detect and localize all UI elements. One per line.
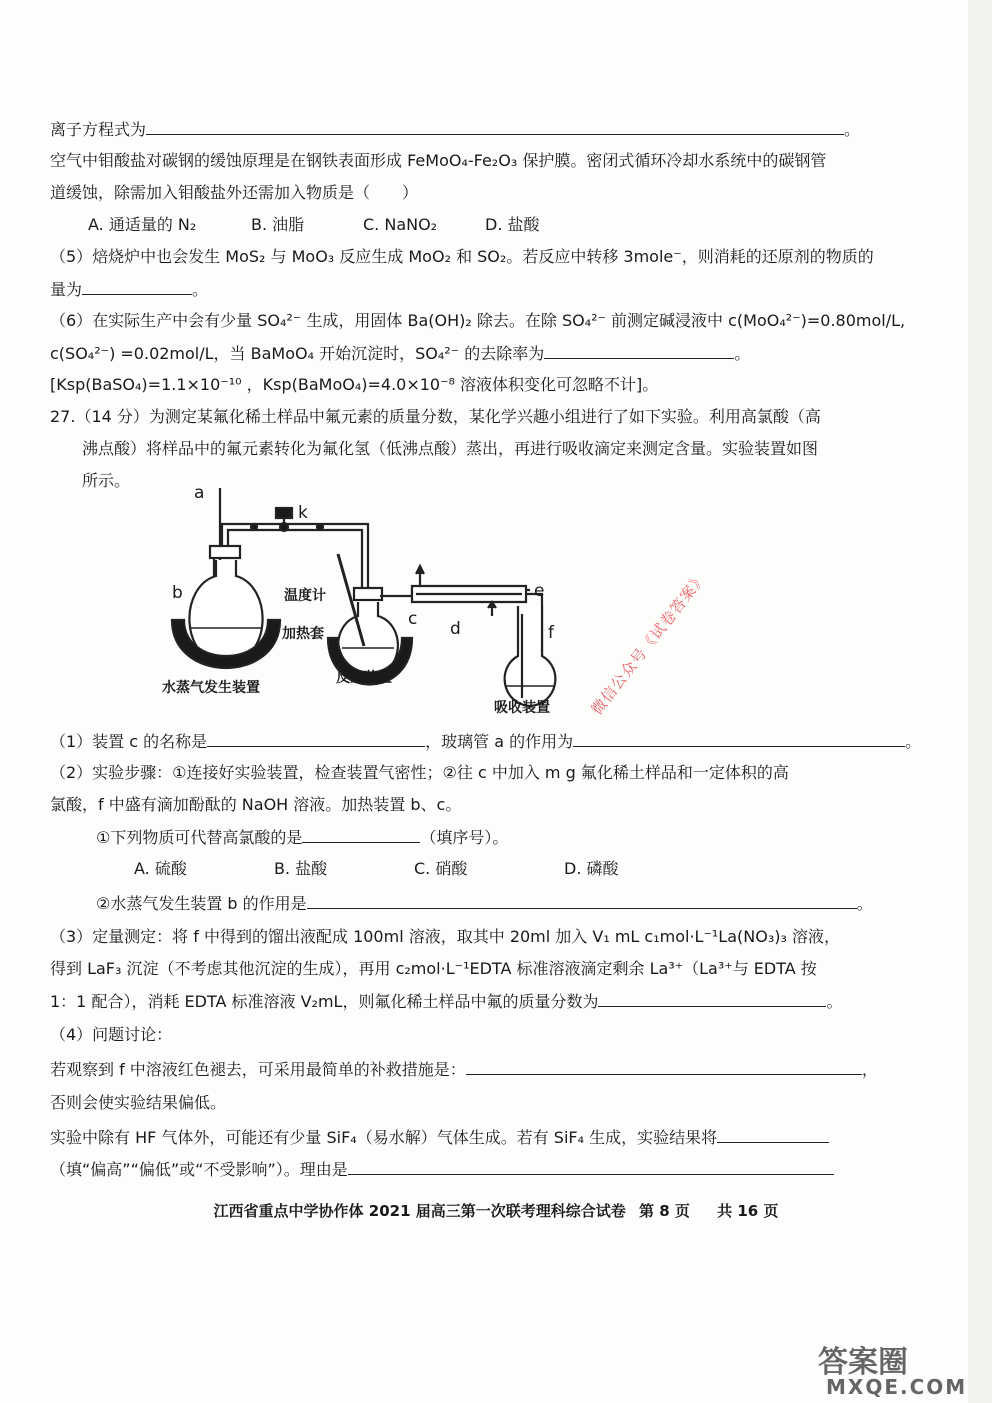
flask-f bbox=[505, 606, 556, 706]
q27-2-options bbox=[134, 858, 619, 880]
q27-2-line2: 氯酸，f 中盛有滴加酚酞的 NaOH 溶液。加热装置 b、c。 bbox=[50, 795, 462, 814]
q27-4-line2: 否则会使实验结果偏低。 bbox=[50, 1093, 227, 1112]
option-b: B. 油脂 bbox=[251, 215, 305, 234]
corrosion-text-2: 道缓蚀，除需加入钼酸盐外还需加入物质是（ ） bbox=[50, 183, 419, 202]
answer-blank[interactable] bbox=[207, 730, 425, 747]
option-c: C. 硝酸 bbox=[414, 859, 468, 878]
label-e: e bbox=[534, 581, 545, 601]
answer-blank[interactable] bbox=[82, 278, 192, 295]
corrosion-text-1: 空气中钼酸盐对碳钢的缓蚀原理是在钢铁表面形成 FeMoO₄-Fe₂O₃ 保护膜。密闭式循环冷却水系统中的碳钢管 bbox=[50, 151, 827, 170]
q27-1: （1）装置 c 的名称是 ，玻璃管 a 的作用为 。 bbox=[50, 732, 922, 751]
clamp-k bbox=[276, 508, 292, 518]
footer-total-pages: 共 16 页 bbox=[717, 1202, 779, 1220]
q27-2-line1: （2）实验步骤：①连接好实验装置，检查装置气密性；②往 c 中加入 m g 氟化稀土样品和一定体积的高 bbox=[50, 763, 789, 782]
answer-blank[interactable] bbox=[573, 730, 905, 747]
answer-blank[interactable] bbox=[302, 826, 420, 843]
p5-text-1: （5）焙烧炉中也会发生 MoS₂ 与 MoO₃ 反应生成 MoO₂ 和 SO₂。若反应中转移 3mole⁻，则消耗的还原剂的物质的 bbox=[50, 247, 874, 266]
p6-text-3: [Ksp(BaSO₄)=1.1×10⁻¹⁰ ，Ksp(BaMoO₄)=4.0×10⁻⁸ 溶液体积变化可忽略不计]。 bbox=[50, 375, 659, 394]
option-d: D. 盐酸 bbox=[485, 215, 540, 234]
label-b: b bbox=[172, 583, 183, 603]
answer-blank[interactable] bbox=[598, 990, 826, 1007]
footer-title: 江西省重点中学协作体 2021 届高三第一次联考理科综合试卷 bbox=[213, 1202, 626, 1220]
answer-blank[interactable] bbox=[466, 1058, 862, 1075]
q27-2-sub1: ①下列物质可代替高氯酸的是 （填序号）。 bbox=[96, 828, 509, 847]
label-f: f bbox=[548, 623, 554, 643]
answer-blank[interactable] bbox=[717, 1126, 829, 1143]
q27-3-line2: 得到 LaF₃ 沉淀（不考虑其他沉淀的生成），再用 c₂mol·L⁻¹EDTA 标准溶液滴定剩余 La³⁺（La³⁺与 EDTA 按 bbox=[50, 959, 817, 978]
answer-blank[interactable] bbox=[544, 342, 734, 359]
label-absorber: 吸收装置 bbox=[494, 700, 550, 716]
option-c: C. NaNO₂ bbox=[363, 215, 438, 234]
label-steam-generator: 水蒸气发生装置 bbox=[162, 680, 260, 696]
label-k: k bbox=[298, 503, 308, 523]
page-footer bbox=[0, 1200, 992, 1221]
q27-4-line4: （填“偏高”“偏低”或“不受影响”）。理由是 bbox=[50, 1158, 834, 1181]
p5-text-2: 量为 。 bbox=[50, 280, 209, 299]
q26-options bbox=[88, 214, 540, 236]
label-reactor: 反应装置 bbox=[336, 670, 392, 686]
answer-blank[interactable] bbox=[348, 1158, 834, 1175]
apparatus-diagram bbox=[150, 478, 610, 716]
q27-4-line3: 实验中除有 HF 气体外，可能还有少量 SiF₄（易水解）气体生成。若有 SiF₄ 生成，实验结果将 bbox=[50, 1126, 829, 1149]
q27-intro-2: 沸点酸）将样品中的氟元素转化为氟化氢（低沸点酸）蒸出，再进行吸收滴定来测定含量。实验装置如图 bbox=[82, 439, 819, 458]
answer-blank[interactable] bbox=[307, 892, 857, 909]
q27-3-line1: （3）定量测定：将 f 中得到的馏出液配成 100ml 溶液，取其中 20ml 加入 V₁ mL c₁mol·L⁻¹La(NO₃)₃ 溶液， bbox=[50, 927, 840, 946]
q27-4-line1: 若观察到 f 中溶液红色褪去，可采用最简单的补救措施是： ， bbox=[50, 1060, 878, 1079]
p6-text-1: （6）在实际生产中会有少量 SO₄²⁻ 生成，用固体 Ba(OH)₂ 除去。在除 SO₄²⁻ 前测定碱浸液中 c(MoO₄²⁻)=0.80mol/L, bbox=[50, 311, 906, 330]
ion-equation-line: 离子方程式为 。 bbox=[50, 120, 861, 139]
q27-intro-3: 所示。 bbox=[82, 471, 131, 490]
label-thermometer: 温度计 bbox=[284, 588, 326, 604]
p6-text-2: c(SO₄²⁻) =0.02mol/L，当 BaMoO₄ 开始沉淀时，SO₄²⁻ 的去除率为 。 bbox=[50, 344, 751, 363]
stopper-c bbox=[354, 588, 382, 600]
site-logo bbox=[800, 1335, 970, 1400]
q27-2-sub2: ②水蒸气发生装置 b 的作用是 。 bbox=[96, 894, 873, 913]
option-d: D. 磷酸 bbox=[564, 859, 619, 878]
q27-4: （4）问题讨论： bbox=[50, 1025, 173, 1044]
water-out-arrow bbox=[416, 566, 424, 574]
page-edge-shadow bbox=[968, 0, 992, 1403]
q27-3-line3: 1：1 配合），消耗 EDTA 标准溶液 V₂mL，则氟化稀土样品中氟的质量分数为 。 bbox=[50, 992, 843, 1011]
watermark-text: 微信公众号《试卷答案》 bbox=[587, 568, 711, 719]
label-a: a bbox=[194, 483, 205, 503]
stopper-b bbox=[210, 546, 240, 558]
label-d: d bbox=[450, 619, 461, 639]
option-a: A. 通适量的 N₂ bbox=[88, 215, 197, 234]
answer-blank[interactable] bbox=[146, 118, 844, 135]
label-heater: 加热套 bbox=[282, 626, 324, 642]
logo-top-text: 答案圈 bbox=[818, 1345, 908, 1380]
q27-intro-1: 27.（14 分）为测定某氟化稀土样品中氟元素的质量分数，某化学兴趣小组进行了如下实验。利用高氯酸（高 bbox=[50, 407, 821, 426]
option-b: B. 盐酸 bbox=[274, 859, 328, 878]
label-c: c bbox=[408, 609, 418, 629]
logo-bottom-text: MXQE.COM bbox=[826, 1375, 968, 1399]
footer-page-number: 第 8 页 bbox=[638, 1202, 690, 1220]
option-a: A. 硫酸 bbox=[134, 859, 187, 878]
